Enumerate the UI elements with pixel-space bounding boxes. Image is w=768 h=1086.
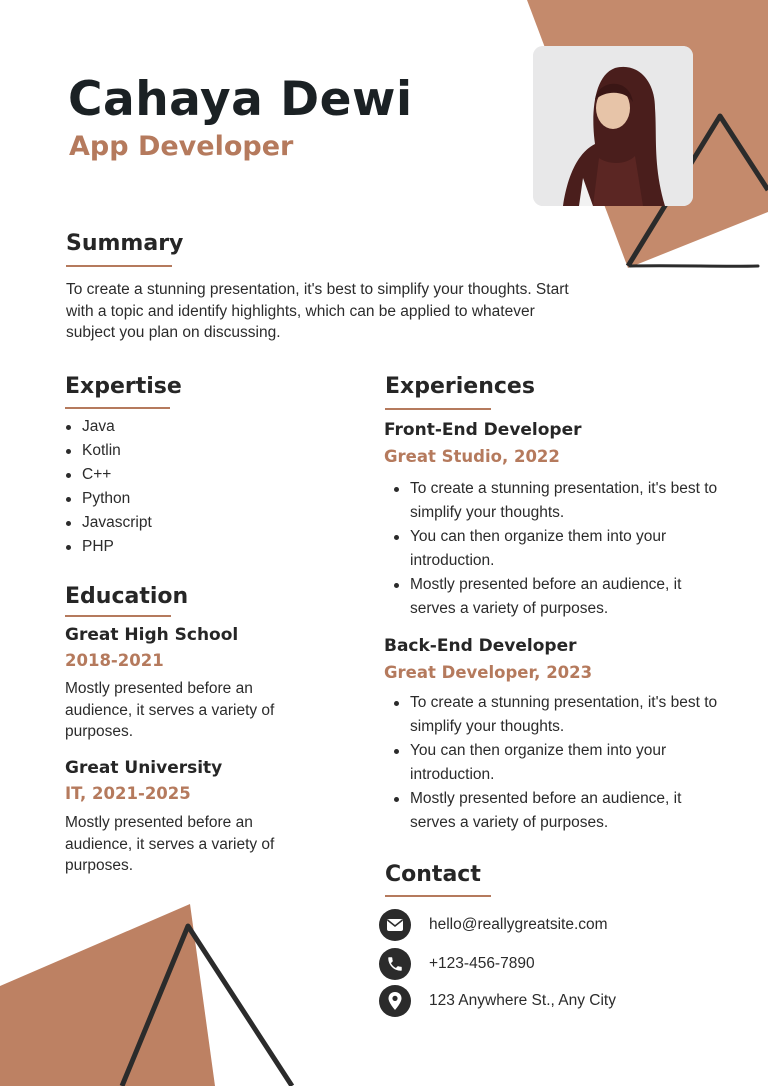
education-school: Great University xyxy=(65,758,223,778)
experience-bullet: To create a stunning presentation, it's best to simplify your thoughts. xyxy=(384,477,729,525)
expertise-item: Python xyxy=(64,487,152,511)
experience-position: Front-End Developer xyxy=(384,420,582,440)
contact-heading: Contact xyxy=(385,862,481,887)
bottom-left-brown-shape xyxy=(0,904,215,1086)
contact-email[interactable]: hello@reallygreatsite.com xyxy=(429,916,608,933)
experience-company: Great Developer, 2023 xyxy=(384,663,593,682)
experience-bullets xyxy=(384,477,729,621)
expertise-heading: Expertise xyxy=(65,374,182,399)
summary-underline xyxy=(66,265,172,267)
experiences-underline xyxy=(385,408,491,410)
bottom-left-mountain-outline xyxy=(122,926,292,1086)
summary-heading: Summary xyxy=(66,231,184,256)
experiences-heading: Experiences xyxy=(385,374,535,399)
expertise-item: Javascript xyxy=(64,511,152,535)
contact-address: 123 Anywhere St., Any City xyxy=(429,992,616,1009)
experience-bullet: You can then organize them into your introduction. xyxy=(384,525,729,573)
profile-photo xyxy=(533,46,693,206)
phone-icon xyxy=(379,948,411,980)
education-underline xyxy=(65,615,171,617)
expertise-item: Java xyxy=(64,415,152,439)
expertise-underline xyxy=(65,407,170,409)
experience-bullets xyxy=(384,691,729,835)
education-school: Great High School xyxy=(65,625,239,645)
expertise-item: PHP xyxy=(64,535,152,559)
experience-bullet: Mostly presented before an audience, it serves a variety of purposes. xyxy=(384,787,729,835)
contact-underline xyxy=(385,895,491,897)
education-detail: 2018-2021 xyxy=(65,651,164,670)
candidate-name: Cahaya Dewi xyxy=(68,72,413,127)
summary-text: To create a stunning presentation, it's best to simplify your thoughts. Start with a topic and identify highlights, which can be applied to whatever subject you plan on discussing. xyxy=(66,281,569,341)
education-text: Mostly presented before an audience, it serves a variety of purposes. xyxy=(65,680,275,740)
experience-company: Great Studio, 2022 xyxy=(384,447,560,466)
candidate-role: App Developer xyxy=(69,131,294,162)
contact-address-row xyxy=(379,984,616,1018)
education-detail: IT, 2021-2025 xyxy=(65,784,191,803)
contact-phone-row xyxy=(379,947,535,981)
expertise-item: Kotlin xyxy=(64,439,152,463)
experience-bullet: To create a stunning presentation, it's best to simplify your thoughts. xyxy=(384,691,729,739)
education-heading: Education xyxy=(65,584,189,609)
expertise-list xyxy=(64,415,152,559)
envelope-icon xyxy=(379,909,411,941)
top-right-ground-line xyxy=(630,266,758,267)
experience-bullet: You can then organize them into your introduction. xyxy=(384,739,729,787)
location-pin-icon xyxy=(379,985,411,1017)
contact-email-row xyxy=(379,908,608,942)
experience-position: Back-End Developer xyxy=(384,636,577,656)
expertise-item: C++ xyxy=(64,463,152,487)
portrait-illustration xyxy=(533,46,693,206)
education-text: Mostly presented before an audience, it serves a variety of purposes. xyxy=(65,814,275,874)
experience-bullet: Mostly presented before an audience, it serves a variety of purposes. xyxy=(384,573,729,621)
contact-phone[interactable]: +123-456-7890 xyxy=(429,955,535,972)
